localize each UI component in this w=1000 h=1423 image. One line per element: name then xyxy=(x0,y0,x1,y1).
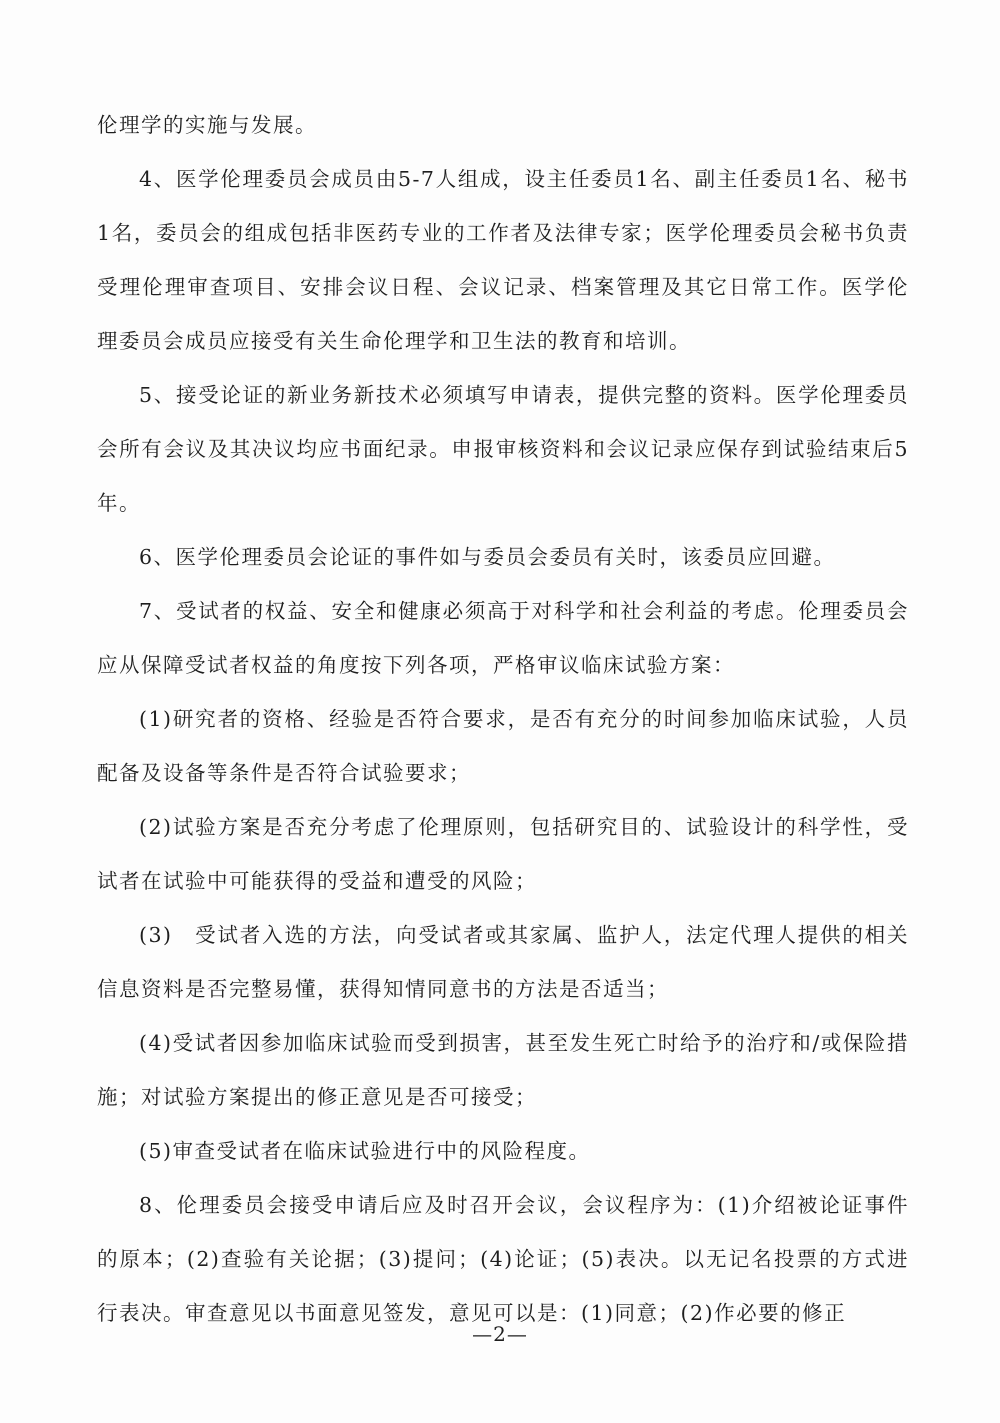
paragraph-3: 5、接受论证的新业务新技术必须填写申请表，提供完整的资料。医学伦理委员会所有会议及其决议均应书面纪录。申报审核资料和会议记录应保存到试验结束后5年。 xyxy=(97,383,909,515)
document-body xyxy=(97,98,909,1340)
paragraph-6: (1)研究者的资格、经验是否符合要求，是否有充分的时间参加临床试验，人员配备及设备等条件是否符合试验要求； xyxy=(97,707,909,785)
paragraph-9: (4)受试者因参加临床试验而受到损害，甚至发生死亡时给予的治疗和/或保险措施；对试验方案提出的修正意见是否可接受； xyxy=(97,1031,909,1109)
paragraph-11: 8、伦理委员会接受申请后应及时召开会议，会议程序为：(1)介绍被论证事件的原本；(2)查验有关论据；(3)提问；(4)论证；(5)表决。以无记名投票的方式进行表决。审查意见以书面意见签发，意见可以是：(1)同意；(2)作必要的修正 xyxy=(97,1193,909,1325)
paragraph-2: 4、医学伦理委员会成员由5-7人组成，设主任委员1名、副主任委员1名、秘书1名，委员会的组成包括非医药专业的工作者及法律专家；医学伦理委员会秘书负责受理伦理审查项目、安排会议日程、会议记录、档案管理及其它日常工作。医学伦理委员会成员应接受有关生命伦理学和卫生法的教育和培训。 xyxy=(97,167,909,353)
paragraph-7: (2)试验方案是否充分考虑了伦理原则，包括研究目的、试验设计的科学性，受试者在试验中可能获得的受益和遭受的风险； xyxy=(97,815,909,893)
paragraph-10: (5)审查受试者在临床试验进行中的风险程度。 xyxy=(139,1139,591,1163)
paragraph-5: 7、受试者的权益、安全和健康必须高于对科学和社会利益的考虑。伦理委员会应从保障受试者权益的角度按下列各项，严格审议临床试验方案： xyxy=(97,599,909,677)
paragraph-1: 伦理学的实施与发展。 xyxy=(97,113,317,137)
paragraph-4: 6、医学伦理委员会论证的事件如与委员会委员有关时，该委员应回避。 xyxy=(139,545,836,569)
paragraph-8: (3) 受试者入选的方法，向受试者或其家属、监护人，法定代理人提供的相关信息资料是否完整易懂，获得知情同意书的方法是否适当； xyxy=(97,923,909,1001)
page-number: —2— xyxy=(472,1322,528,1346)
